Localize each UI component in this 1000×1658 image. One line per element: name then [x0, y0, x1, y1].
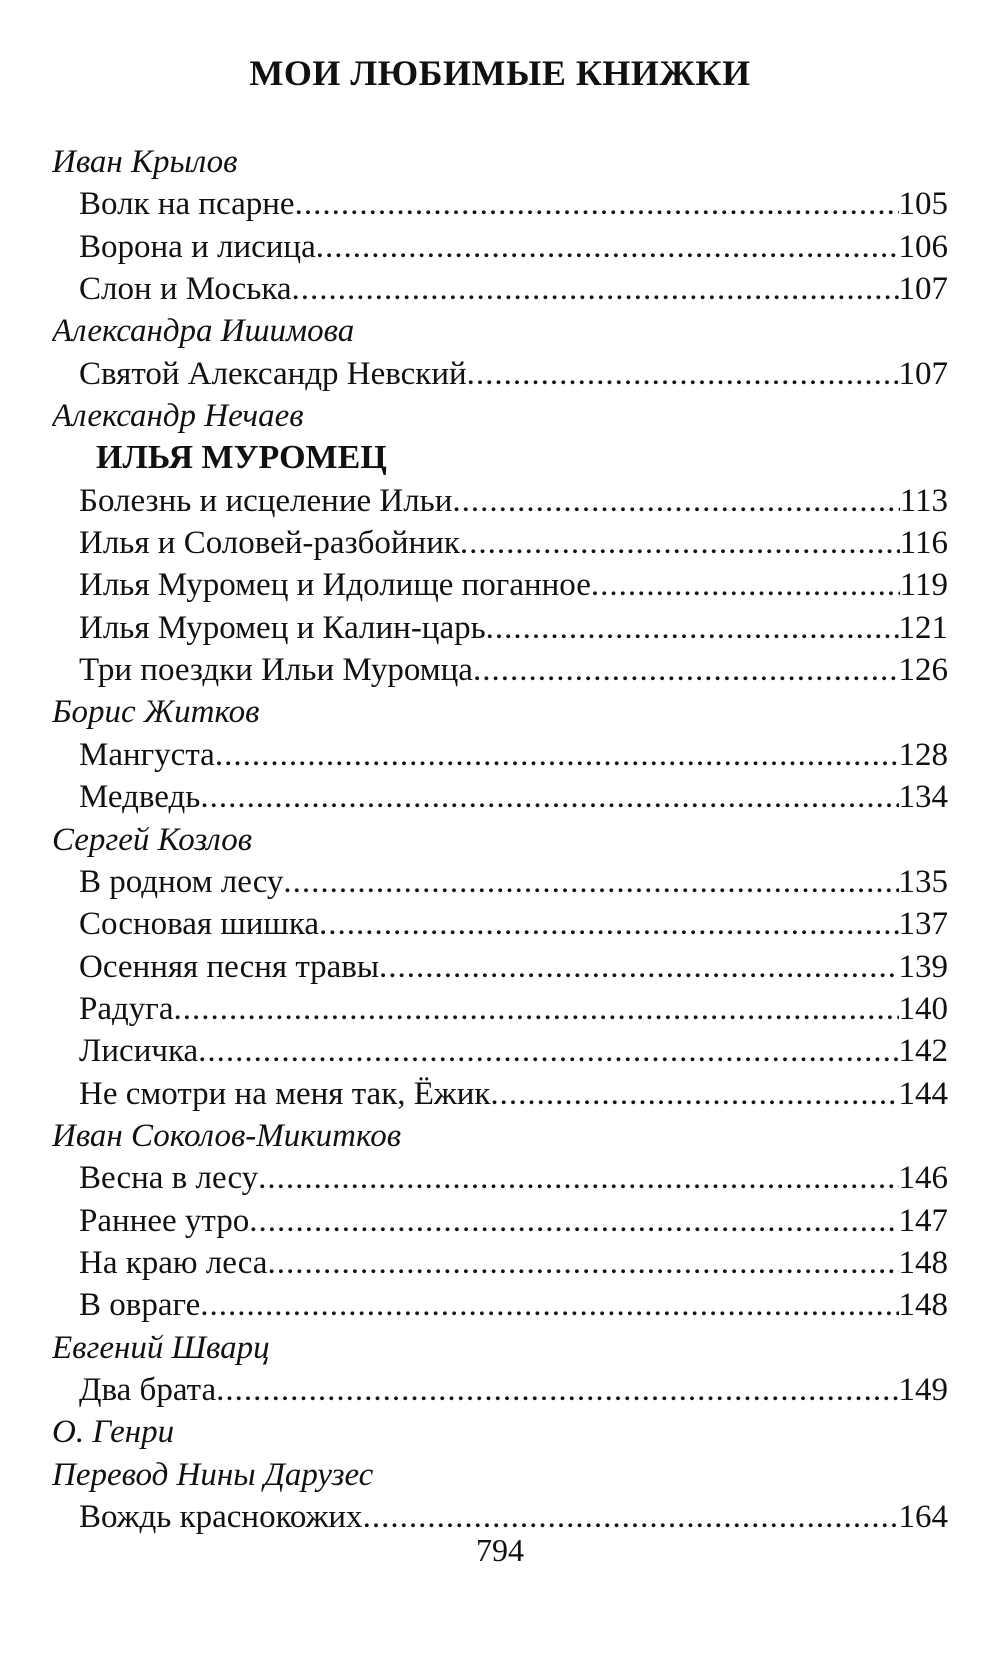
- toc-entry: [52, 988, 948, 1030]
- toc-entry-page: 146: [898, 1160, 948, 1197]
- toc-author: Евгений Шварц: [52, 1329, 270, 1366]
- toc-entry: [52, 861, 948, 903]
- toc-entry: [52, 649, 948, 691]
- toc-entry: [52, 1242, 948, 1284]
- toc-entry-page: 148: [898, 1244, 948, 1281]
- dot-leader: [591, 564, 900, 606]
- toc-entry-title: Мангуста: [79, 736, 215, 773]
- dot-leader: [283, 861, 898, 903]
- table-of-contents: [52, 141, 948, 1538]
- toc-entry-title: Раннее утро: [79, 1202, 250, 1239]
- toc-entry-title: Два брата: [79, 1371, 217, 1408]
- toc-entry: [52, 1284, 948, 1326]
- toc-entry-title: Сосновая шишка: [79, 906, 320, 943]
- toc-entry: [52, 226, 948, 268]
- dot-leader: [200, 776, 898, 818]
- toc-entry-page: 142: [898, 1033, 948, 1070]
- dot-leader: [198, 1030, 898, 1072]
- toc-author: О. Генри: [52, 1414, 175, 1451]
- dot-leader: [215, 734, 899, 776]
- toc-entry: [52, 480, 948, 522]
- dot-leader: [460, 522, 900, 564]
- toc-entry-page: 106: [898, 228, 948, 265]
- dot-leader: [267, 1242, 898, 1284]
- toc-section-heading: ИЛЬЯ МУРОМЕЦ: [96, 439, 387, 477]
- toc-entry-title: Ворона и лисица: [79, 228, 316, 265]
- toc-entry-page: 128: [898, 736, 948, 773]
- toc-entry: [52, 564, 948, 606]
- toc-entry-title: Осенняя песня травы: [79, 948, 380, 985]
- toc-entry-title: Лисичка: [79, 1033, 199, 1070]
- toc-entry-title: Слон и Моська: [79, 271, 292, 308]
- toc-author: Александра Ишимова: [52, 313, 355, 350]
- toc-entry-title: Святой Александр Невский: [79, 355, 467, 392]
- toc-author: Иван Соколов-Микитков: [52, 1117, 402, 1154]
- toc-entry: [52, 268, 948, 310]
- dot-leader: [452, 480, 899, 522]
- dot-leader: [379, 946, 898, 988]
- toc-entry-title: Илья и Соловей-разбойник: [79, 525, 460, 562]
- dot-leader: [216, 1369, 898, 1411]
- toc-author: Перевод Нины Дарузес: [52, 1456, 374, 1493]
- toc-entry-title: Вождь краснокожих: [79, 1499, 363, 1535]
- toc-entry-page: 147: [898, 1202, 948, 1239]
- toc-entry: [52, 903, 948, 945]
- toc-entry-page: 116: [899, 525, 948, 562]
- dot-leader: [258, 1157, 898, 1199]
- toc-entry-page: 148: [898, 1287, 948, 1324]
- dot-leader: [319, 903, 898, 945]
- toc-entry-page: 107: [898, 271, 948, 308]
- toc-entry-page: 105: [898, 186, 948, 223]
- dot-leader: [486, 607, 899, 649]
- toc-entry-page: 107: [898, 355, 948, 392]
- toc-entry-page: 139: [898, 948, 948, 985]
- toc-entry-title: Волк на псарне: [79, 186, 295, 223]
- dot-leader: [292, 268, 899, 310]
- dot-leader: [173, 988, 898, 1030]
- toc-entry-title: В овраге: [79, 1287, 201, 1324]
- toc-entry-title: Три поездки Ильи Муромца: [79, 652, 473, 689]
- toc-author: Сергей Козлов: [52, 821, 253, 858]
- toc-entry-page: 140: [898, 990, 948, 1027]
- toc-entry-page: 144: [898, 1075, 948, 1112]
- toc-entry: [52, 1369, 948, 1411]
- toc-entry-page: 134: [898, 779, 948, 816]
- toc-entry-page: 121: [898, 609, 948, 646]
- dot-leader: [295, 183, 899, 225]
- toc-entry: [52, 522, 948, 564]
- page-number: 794: [476, 1532, 524, 1568]
- toc-entry-title: Илья Муромец и Калин-царь: [79, 609, 486, 646]
- toc-entry-title: Болезнь и исцеление Ильи: [79, 482, 453, 519]
- toc-entry-page: 164: [898, 1499, 948, 1535]
- toc-entry: [52, 183, 948, 225]
- toc-entry-page: 149: [898, 1371, 948, 1408]
- toc-author: Борис Житков: [52, 694, 260, 731]
- toc-entry-page: 113: [899, 482, 948, 519]
- dot-leader: [467, 353, 899, 395]
- toc-entry: [52, 353, 948, 395]
- toc-entry-title: Илья Муромец и Идолище поганное: [79, 567, 591, 604]
- toc-entry-page: 135: [898, 863, 948, 900]
- toc-author: Иван Крылов: [52, 144, 238, 180]
- dot-leader: [249, 1200, 898, 1242]
- dot-leader: [473, 649, 899, 691]
- toc-entry-title: Весна в лесу: [79, 1160, 259, 1197]
- dot-leader: [490, 1073, 898, 1115]
- toc-entry-title: Медведь: [79, 779, 201, 816]
- toc-entry-page: 119: [899, 567, 948, 604]
- toc-entry-title: Не смотри на меня так, Ёжик: [79, 1075, 491, 1112]
- toc-entry: [52, 1200, 948, 1242]
- page-title: МОИ ЛЮБИМЫЕ КНИЖКИ: [249, 53, 751, 93]
- toc-entry: [52, 1073, 948, 1115]
- toc-entry-page: 126: [898, 652, 948, 689]
- toc-entry-title: В родном лесу: [79, 863, 284, 900]
- toc-entry-title: Радуга: [79, 990, 174, 1027]
- toc-entry: [52, 1157, 948, 1199]
- dot-leader: [200, 1284, 898, 1326]
- dot-leader: [316, 226, 899, 268]
- toc-entry-title: На краю леса: [79, 1244, 268, 1281]
- toc-entry-page: 137: [898, 906, 948, 943]
- toc-entry: [52, 1030, 948, 1072]
- toc-entry: [52, 946, 948, 988]
- toc-entry: [52, 607, 948, 649]
- toc-entry: [52, 776, 948, 818]
- toc-author: Александр Нечаев: [52, 398, 304, 435]
- toc-entry: [52, 734, 948, 776]
